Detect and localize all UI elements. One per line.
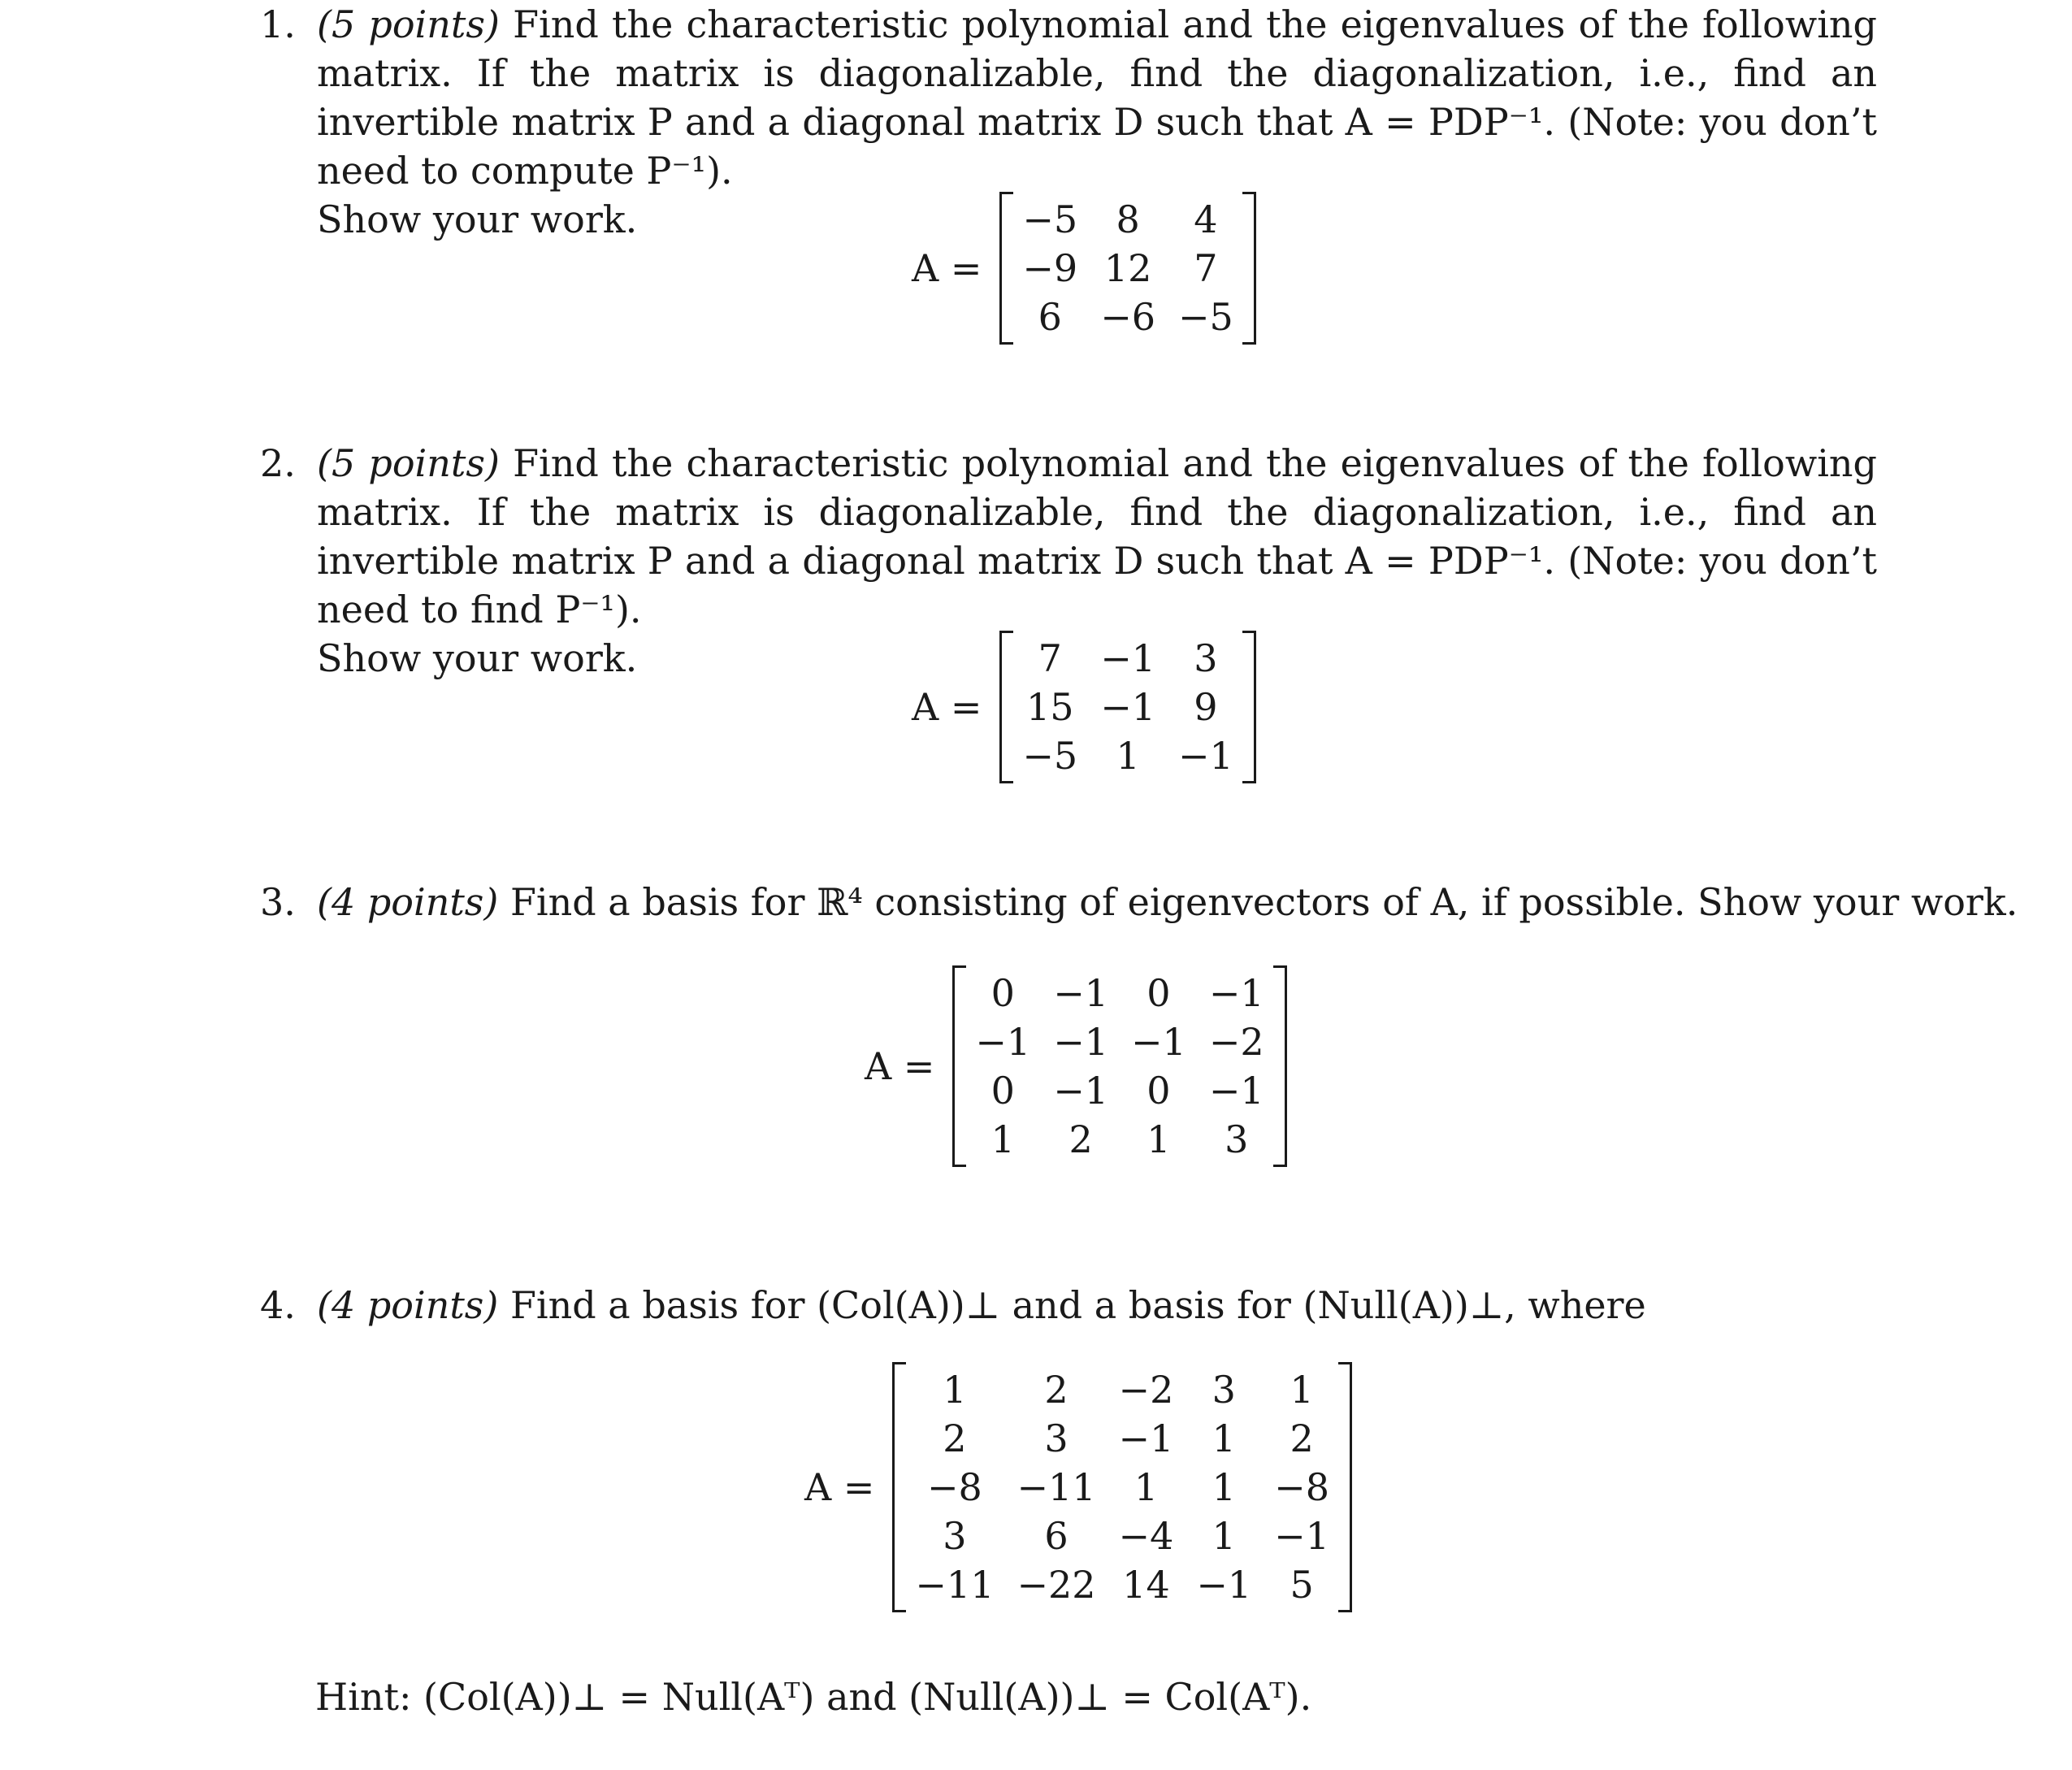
matrix-2 [999,634,1255,780]
problem-number: 1. [260,2,296,46]
matrix-cell: 9 [1194,685,1218,729]
matrix-cell: 1 [1134,1465,1159,1509]
matrix-cell: −1 [1196,1563,1252,1607]
matrix-cell: 3 [1212,1368,1236,1412]
matrix-cell: 3 [1225,1117,1249,1161]
matrix-cell: −5 [1022,734,1078,778]
matrix-cell: 3 [1194,636,1218,680]
matrix-cell: 0 [1147,971,1171,1015]
matrix-1 [999,195,1255,341]
problem-number: 4. [260,1283,296,1327]
matrix-cell: 2 [1290,1416,1314,1460]
matrix-table [964,969,1275,1164]
problem-line: Find a basis for (Col(A))⊥ and a basis for (Null(A))⊥, where [509,1283,1646,1327]
matrix-cell: 1 [990,1117,1015,1161]
matrix-cell: 6 [1044,1514,1069,1558]
problem-3 [260,878,2018,926]
matrix-cell: −1 [1208,1069,1264,1113]
matrix-cell: 1 [1116,734,1140,778]
matrix-cell: −1 [1100,636,1156,680]
matrix-label: A = [865,1044,935,1088]
problem-line: If the matrix is diagonalizable, find the diagonalization, i.e., find an invertible matrix P [317,51,1877,144]
matrix-cell: −1 [1053,1020,1109,1064]
matrix-cell: −9 [1022,246,1078,290]
matrix-cell: 7 [1194,246,1218,290]
matrix-cell: 5 [1290,1563,1314,1607]
matrix-cell: 12 [1103,246,1152,290]
problem-line: Find the characteristic polynomial and the eigenvalues of the following matrix. [317,2,1877,95]
hint-text: Hint: (Col(A))⊥ = Null(Aᵀ) and (Null(A))⊥ = Col(Aᵀ). [315,1675,1312,1719]
matrix-cell: −22 [1016,1563,1096,1607]
matrix-table [1011,195,1244,341]
matrix-cell: 2 [943,1416,967,1460]
matrix-cell: 1 [1212,1514,1236,1558]
matrix-equation-3 [865,969,1287,1164]
matrix-cell: 0 [990,1069,1015,1113]
matrix-cell: −1 [1178,734,1233,778]
matrix-table [1011,634,1244,780]
matrix-4 [892,1365,1352,1609]
matrix-cell: −1 [1274,1514,1329,1558]
matrix-cell: −1 [1053,971,1109,1015]
matrix-cell: 4 [1194,197,1218,241]
matrix-cell: 8 [1116,197,1140,241]
matrix-cell: −11 [915,1563,995,1607]
matrix-cell: 3 [943,1514,967,1558]
matrix-cell: 6 [1038,295,1062,339]
matrix-cell: −5 [1022,197,1078,241]
problem-number: 3. [260,880,296,924]
matrix-cell: −2 [1208,1020,1264,1064]
problem-number: 2. [260,441,296,485]
matrix-cell: 0 [990,971,1015,1015]
problem-line: and a diagonal matrix D such that A = PDP⁻¹. (Note: you don’t need to compute P⁻¹). [317,100,1877,193]
problem-text [317,878,2018,926]
problem-line: Find the characteristic polynomial and the eigenvalues of the following matrix. [317,441,1877,534]
matrix-cell: −1 [1100,685,1156,729]
problem-line: Show your work. [317,636,638,680]
matrix-cell: 1 [1212,1416,1236,1460]
matrix-cell: −11 [1016,1465,1096,1509]
problem-line: If the matrix is diagonalizable, find the diagonalization, i.e., find an invertible matrix P [317,490,1877,583]
matrix-cell: −1 [1208,971,1264,1015]
matrix-cell: −8 [1274,1465,1329,1509]
matrix-cell: 1 [1212,1465,1236,1509]
problem-line: Find a basis for ℝ⁴ consisting of eigenvectors of A, if possible. Show your work. [509,880,2018,924]
matrix-cell: 14 [1122,1563,1170,1607]
matrix-cell: −1 [975,1020,1031,1064]
matrix-cell: −5 [1178,295,1233,339]
matrix-cell: −1 [1131,1020,1186,1064]
matrix-cell: 1 [943,1368,967,1412]
matrix-cell: −4 [1118,1514,1174,1558]
matrix-equation-1 [912,195,1256,341]
matrix-table [904,1365,1341,1609]
problem-points: (4 points) [317,1283,499,1327]
matrix-cell: 1 [1147,1117,1171,1161]
problem-points: (4 points) [317,880,499,924]
problem-line: and a diagonal matrix D such that A = PDP⁻¹. (Note: you don’t need to find P⁻¹). [317,539,1877,631]
matrix-cell: 2 [1069,1117,1093,1161]
problem-points: (5 points) [317,441,500,485]
matrix-label: A = [912,246,982,290]
matrix-equation-2 [912,634,1256,780]
matrix-cell: −6 [1100,295,1156,339]
problem-text [317,1281,1877,1330]
matrix-cell: 3 [1044,1416,1069,1460]
matrix-equation-4 [804,1365,1352,1609]
problem-line: Show your work. [317,197,638,241]
matrix-cell: 0 [1147,1069,1171,1113]
matrix-label: A = [912,685,982,729]
problem-points: (5 points) [317,2,500,46]
matrix-cell: −1 [1053,1069,1109,1113]
matrix-cell: −1 [1118,1416,1174,1460]
matrix-cell: 2 [1044,1368,1069,1412]
matrix-3 [952,969,1286,1164]
matrix-cell: 7 [1038,636,1062,680]
matrix-label: A = [804,1465,875,1509]
matrix-cell: −8 [927,1465,982,1509]
problem-4 [260,1281,1877,1330]
matrix-cell: −2 [1118,1368,1174,1412]
matrix-cell: 15 [1026,685,1074,729]
matrix-cell: 1 [1290,1368,1314,1412]
